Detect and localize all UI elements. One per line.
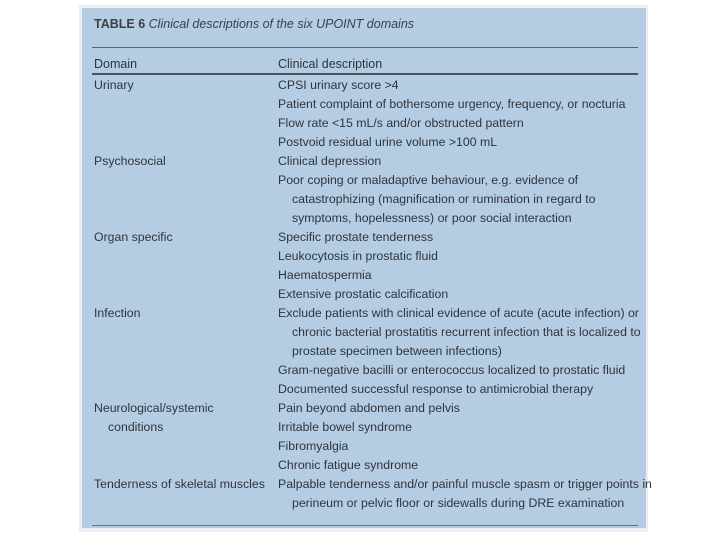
description-line: catastrophizing (magnification or rumination in regard to <box>292 192 596 206</box>
description-line: Patient complaint of bothersome urgency, frequency, or nocturia <box>278 97 626 111</box>
domain-line: Urinary <box>94 78 134 92</box>
table-title-prefix: TABLE 6 <box>94 17 146 31</box>
description-item <box>278 285 448 304</box>
domain-line: Psychosocial <box>94 154 166 168</box>
description-line: Flow rate <15 mL/s and/or obstructed pattern <box>278 116 524 130</box>
description-item <box>278 361 625 380</box>
description-item <box>278 399 460 418</box>
description-line: perineum or pelvic floor or sidewalls during DRE examination <box>292 496 625 510</box>
domain-line: conditions <box>108 420 164 434</box>
description-line: Pain beyond abdomen and pelvis <box>278 401 460 415</box>
description-item <box>278 247 438 266</box>
description-line: Chronic fatigue syndrome <box>278 458 419 472</box>
description-line: Extensive prostatic calcification <box>278 287 449 301</box>
description-item <box>278 418 412 437</box>
domain-line: Infection <box>94 306 141 320</box>
header-rule <box>92 73 638 75</box>
description-line: Palpable tenderness and/or painful muscle spasm or trigger points in <box>278 477 652 491</box>
description-line: symptoms, hopelessness) or poor social interaction <box>292 211 572 225</box>
domain-cell <box>94 228 173 247</box>
domain-cell <box>94 304 141 323</box>
description-item <box>278 437 348 456</box>
bottom-rule <box>92 525 638 526</box>
description-item <box>278 304 641 361</box>
description-line: Postvoid residual urine volume >100 mL <box>278 135 498 149</box>
domain-cell <box>94 152 166 171</box>
domain-line: Tenderness of skeletal muscles <box>94 477 265 491</box>
domain-cell <box>94 399 214 437</box>
description-item <box>278 95 625 114</box>
domain-line: Neurological/systemic <box>94 401 214 415</box>
description-line: chronic bacterial prostatitis recurrent infection that is localized to <box>292 325 641 339</box>
description-line: Documented successful response to antimicrobial therapy <box>278 382 594 396</box>
top-rule <box>92 47 638 48</box>
description-item <box>278 228 433 247</box>
header-domain: Domain <box>94 57 138 71</box>
description-line: Irritable bowel syndrome <box>278 420 412 434</box>
description-line: Leukocytosis in prostatic fluid <box>278 249 438 263</box>
description-item <box>278 475 652 513</box>
description-line: Specific prostate tenderness <box>278 230 434 244</box>
table-title <box>94 17 414 31</box>
description-item <box>278 133 497 152</box>
header-description: Clinical description <box>278 57 383 71</box>
description-item <box>278 380 593 399</box>
description-item <box>278 456 418 475</box>
description-line: CPSI urinary score >4 <box>278 78 399 92</box>
description-line: Gram-negative bacilli or enterococcus localized to prostatic fluid <box>278 363 626 377</box>
domain-cell <box>94 475 265 494</box>
description-line: Exclude patients with clinical evidence of acute (acute infection) or <box>278 306 639 320</box>
description-item <box>278 152 381 171</box>
table-title-text: Clinical descriptions of the six UPOINT domains <box>148 17 415 31</box>
description-line: Clinical depression <box>278 154 382 168</box>
description-line: prostate specimen between infections) <box>292 344 502 358</box>
description-line: Fibromyalgia <box>278 439 349 453</box>
description-item <box>278 76 399 95</box>
description-line: Poor coping or maladaptive behaviour, e.g. evidence of <box>278 173 579 187</box>
description-item <box>278 266 372 285</box>
description-line: Haematospermia <box>278 268 372 282</box>
domain-line: Organ specific <box>94 230 173 244</box>
description-item <box>278 171 595 228</box>
domain-cell <box>94 76 134 95</box>
description-item <box>278 114 524 133</box>
